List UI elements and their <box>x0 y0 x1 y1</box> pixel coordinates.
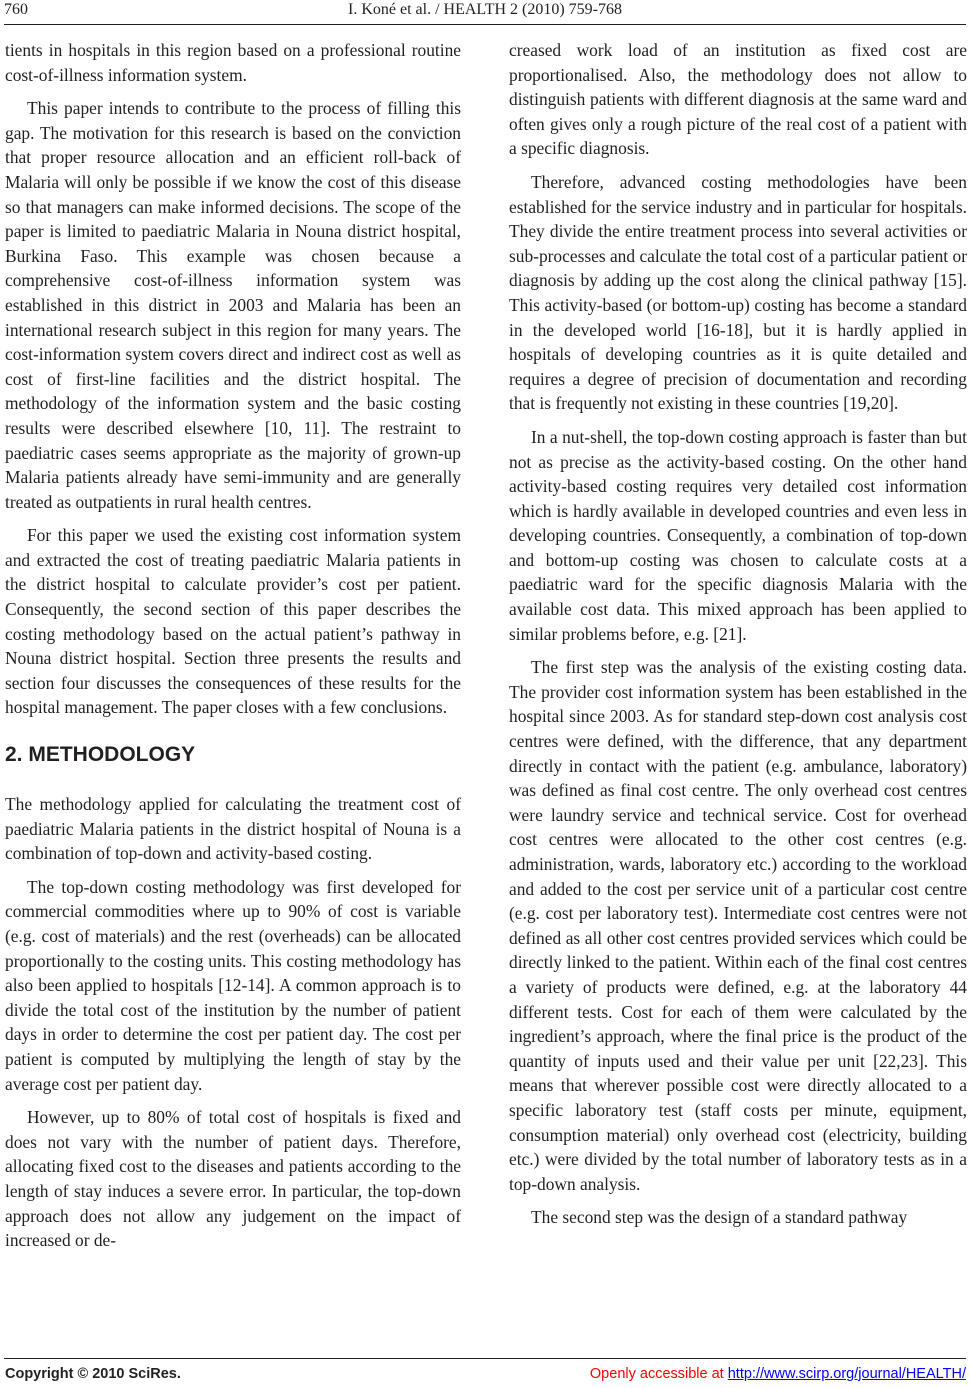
footer-rule <box>4 1358 966 1359</box>
page-header <box>0 0 970 26</box>
paragraph: This paper intends to contribute to the process of filling this gap. The motivation for this research is based on the conviction that proper resource allocation and an efficient roll-back of Malaria will only be possible if we know the cost of this disease so that managers can make informed decisions. The scope of the paper is limited to paediatric Malaria in Nouna district hospital, Burkina Faso. This example was chosen because a comprehensive cost-of-illness information system was established in this district in 2003 and Malaria has been an international research subject in this region for many years. The cost-information system covers direct and indirect cost as well as cost of first-line facilities and the district hospital. The methodology of the information system and the basic costing results were described elsewhere [10, 11]. The restraint to paediatric cases seems appropriate as the majority of grown-up Malaria patients already have semi-immunity and are generally treated as outpatients in rural health centres. <box>5 98 461 512</box>
left-column <box>5 38 461 1253</box>
paragraph: Therefore, advanced costing methodologies have been established for the service industry and in particular for hospitals. They divide the entire treatment process into several activities or sub-processes and calculate the total cost of a particular patient or diagnosis by adding up the cost along the clinical pathway [15]. This activity-based (or bottom-up) costing has become a standard in the developed world [16-18], but it is hardly applied in hospitals of developing countries as it is quite detailed and requires a degree of precision of documentation and recording that is frequently not existing in these countries [19,20]. <box>509 171 967 414</box>
paragraph: creased work load of an institution as fixed cost are proportionalised. Also, the methodology does not allow to distinguish patients with different diagnosis at the same ward and often gives only a rough picture of the real cost of a patient with a specific diagnosis. <box>509 40 967 159</box>
page-number: 760 <box>4 1 28 18</box>
paragraph: However, up to 80% of total cost of hospitals is fixed and does not vary with the number of patient days. Therefore, allocating fixed cost to the diseases and patients according to the length of stay induces a severe error. In particular, the top-down approach does not allow any judgement on the impact of increased or de- <box>5 1107 461 1251</box>
paragraph: In a nut-shell, the top-down costing approach is faster than but not as precise as the activity-based costing. On the other hand activity-based costing requires very detailed cost information which is hardly available in developed countries and even less in developing countries. Consequently, a combination of top-down and bottom-up costing was chosen to calculate costs at a paediatric ward for the specific diagnosis Malaria with the available cost data. This mixed approach has been applied to similar problems before, e.g. [21]. <box>509 426 967 644</box>
paragraph: The second step was the design of a standard pathway <box>531 1207 908 1228</box>
right-column <box>509 38 967 1230</box>
paragraph: The top-down costing methodology was first developed for commercial commodities where up to 90% of cost is variable (e.g. cost of materials) and the rest (overheads) can be allocated proportionally to the costing units. This costing methodology has also been applied to hospitals [12-14]. A common approach is to divide the total cost of the institution by the number of patient days in order to determine the cost per patient day. The cost per patient is computed by multiplying the length of stay by the average cost per patient day. <box>5 876 461 1094</box>
open-access-notice <box>590 1366 966 1382</box>
header-rule <box>4 24 966 25</box>
paragraph: For this paper we used the existing cost information system and extracted the cost of treating paediatric Malaria patients in the district hospital to calculate provider’s cost per patient. Consequently, the second section of this paper describes the costing methodology based on the actual patient’s pathway in Nouna district hospital. Section three presents the results and section four discusses the consequences of these results for the hospital management. The paper closes with a few conclusions. <box>5 525 461 718</box>
running-head: I. Koné et al. / HEALTH 2 (2010) 759-768 <box>347 1 623 18</box>
open-access-label: Openly accessible at <box>589 1366 728 1382</box>
page-footer <box>0 1358 970 1386</box>
copyright-notice: Copyright © 2010 SciRes. <box>5 1366 181 1382</box>
journal-link[interactable]: http://www.scirp.org/journal/HEALTH/ <box>727 1366 966 1382</box>
section-heading: 2. METHODOLOGY <box>5 743 196 767</box>
paragraph: tients in hospitals in this region based on a professional routine cost-of-illness information system. <box>5 40 461 85</box>
paragraph: The methodology applied for calculating the treatment cost of paediatric Malaria patients in the district hospital of Nouna is a combination of top-down and activity-based costing. <box>5 794 461 864</box>
paragraph: The first step was the analysis of the existing costing data. The provider cost information system has been established in the hospital since 2003. As for standard step-down cost analysis cost centres were defined, with the difference, that any department directly in contact with the patient (e.g. ambulance, laboratory) was defined as final cost centre. The only overhead cost centres were laundry service and technical service. Cost for overhead cost centres were allocated to the other cost centres (e.g. administration, wards, laboratory etc.) according to the workload and added to the cost per service unit of a particular cost centre (e.g. cost per laboratory test). Intermediate cost centres were not defined as all other cost centres provided services which could be directly linked to the patient. Within each of the final cost centres a variety of products were defined, e.g. at the laboratory 44 different tests. Cost for each of them were calculated by the ingredient’s approach, where the final price is the product of the quantity of inputs used and their value per unit [22,23]. This means that wherever possible cost were directly allocated to a specific laboratory test (staff costs per minute, equipment, consumption material) only overhead cost (electricity, building etc.) were divided by the total number of laboratory tests as in a top-down analysis. <box>509 657 967 1194</box>
